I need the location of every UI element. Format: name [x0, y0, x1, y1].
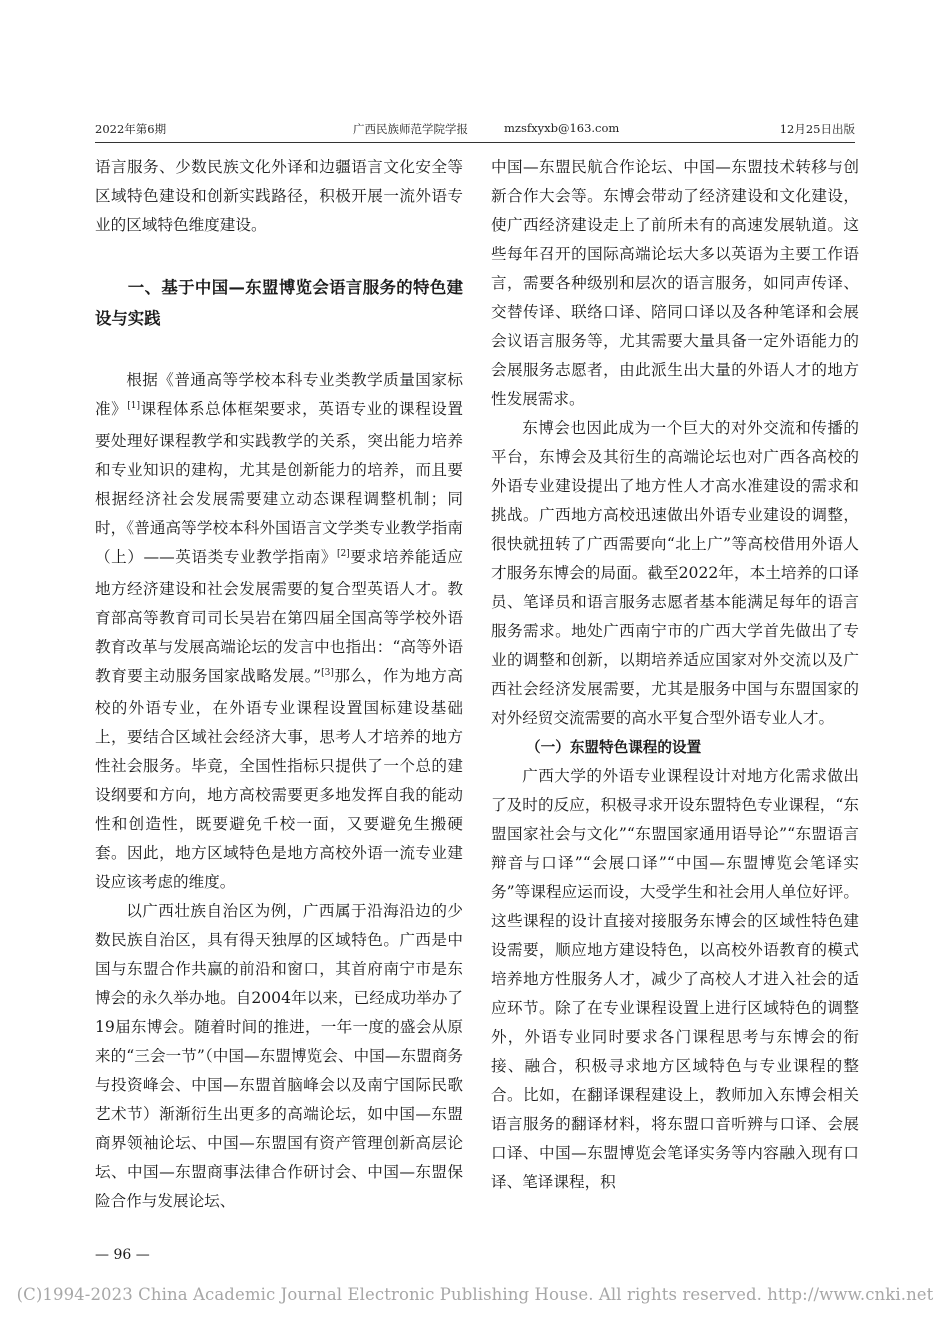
body-paragraph-4: 广西大学的外语专业课程设计对地方化需求做出了及时的反应，积极寻求开设东盟特色专业课程，“东盟国家社会与文化”“东盟国家通用语导论”“东盟语言辩音与口译”“会展口译”“中国—东盟博览会笔译实务”等课程应运而设，大受学生和社会用人单位好评。这些课程的设计直接对接服务东博会的区域性特色建设需要，顺应地方建设特色，以高校外语教育的模式培养地方性服务人才，减少了高校人才进入社会的适应环节。除了在专业课程设置上进行区域特色的调整外，外语专业同时要求各门课程思考与东博会的衔接、融合，积极寻求地方区域特色与专业课程的整合。比如，在翻译课程建设上，教师加入东博会相关语言服务的翻译材料，将东盟口音听辨与口译、会展口译、中国—东盟博览会笔译实务等内容融入现有口译、笔译课程，积 [491, 767, 859, 1191]
page-number: — 96 — [95, 1247, 150, 1263]
section-title: 一、基于中国—东盟博览会语言服务的特色建设与实践 [95, 278, 463, 328]
citation-2: [2] [337, 549, 350, 559]
journal-name: 广西民族师范学院学报 [353, 122, 468, 136]
publish-date: 12月25日出版 [779, 122, 855, 136]
intro-paragraph: 语言服务、少数民族文化外译和边疆语言文化安全等区域特色建设和创新实践路径，积极开展一流外语专业的区域特色维度建设。 [95, 158, 463, 234]
subsection-title: （一）东盟特色课程的设置 [526, 739, 702, 756]
issue-label: 2022年第6期 [95, 122, 167, 136]
p1-part-c: 要求培养能适应地方经济建设和社会发展需要的复合型英语人才。教育部高等教育司司长吴岩在第四届全国高等学校外语教育改革与发展高端论坛的发言中也指出：“高等外语教育要主动服务国家战略发展。” [95, 548, 463, 685]
body-paragraph-1 [95, 366, 463, 897]
right-column [491, 153, 859, 1197]
p1-part-d: 那么，作为地方高校的外语专业，在外语专业课程设置国标建设基础上，要结合区域社会经济大事，思考人才培养的地方性社会服务。毕竟，全国性指标只提供了一个总的建设纲要和方向，地方高校需要更多地发挥自我的能动性和创造性，既要避免千校一面，又要避免生搬硬套。因此，地方区域特色是地方高校外语一流专业建设应该考虑的维度。 [95, 667, 463, 891]
running-header [95, 119, 855, 141]
left-column [95, 153, 463, 1216]
continued-paragraph: 中国—东盟民航合作论坛、中国—东盟技术转移与创新合作大会等。东博会带动了经济建设和文化建设，使广西经济建设走上了前所未有的高速发展轨道。这些每年召开的国际高端论坛大多以英语为主要工作语言，需要各种级别和层次的语言服务，如同声传译、交替传译、联络口译、陪同口译以及各种笔译和会展会议语言服务等，尤其需要大量具备一定外语能力的会展服务志愿者，由此派生出大量的外语人才的地方性发展需求。 [491, 158, 859, 408]
p1-part-b: 课程体系总体框架要求，英语专业的课程设置要处理好课程教学和实践教学的关系，突出能力培养和专业知识的建构，尤其是创新能力的培养，而且要根据经济社会发展需要建立动态课程调整机制；同时，《普通高等学校本科外国语言文学类专业教学指南（上）——英语类专业教学指南》 [95, 400, 463, 566]
copyright-watermark: (C)1994-2023 China Academic Journal Electronic Publishing House. All rights reserved. http://www.cnki.net [16, 1285, 934, 1304]
citation-1: [1] [127, 401, 141, 411]
body-paragraph-3: 东博会也因此成为一个巨大的对外交流和传播的平台，东博会及其衍生的高端论坛也对广西各高校的外语专业建设提出了地方性人才高水准建设的需求和挑战。广西地方高校迅速做出外语专业建设的调整，很快就扭转了广西需要向“北上广”等高校借用外语人才服务东博会的局面。截至2022年，本土培养的口译员、笔译员和语言服务志愿者基本能满足每年的语言服务需求。地处广西南宁市的广西大学首先做出了专业的调整和创新，以期培养适应国家对外交流以及广西社会经济发展需要，尤其是服务中国与东盟国家的对外经贸交流需要的高水平复合型外语专业人才。 [491, 419, 859, 727]
journal-email: mzsfxyxb@163.com [504, 121, 620, 135]
citation-3: [3] [321, 668, 334, 678]
body-paragraph-2: 以广西壮族自治区为例，广西属于沿海沿边的少数民族自治区，具有得天独厚的区域特色。广西是中国与东盟合作共赢的前沿和窗口，其首府南宁市是东博会的永久举办地。自2004年以来，已经成功举办了19届东博会。随着时间的推进，一年一度的盛会从原来的“三会一节”（中国—东盟博览会、中国—东盟商务与投资峰会、中国—东盟首脑峰会以及南宁国际民歌艺术节）渐渐衍生出更多的高端论坛，如中国—东盟商界领袖论坛、中国—东盟国有资产管理创新高层论坛、中国—东盟商事法律合作研讨会、中国—东盟保险合作与发展论坛、 [95, 902, 463, 1210]
p1-part-a: 根据《普通高等学校本科专业类教学质量国家标准》 [95, 371, 463, 418]
header-divider [95, 142, 855, 143]
